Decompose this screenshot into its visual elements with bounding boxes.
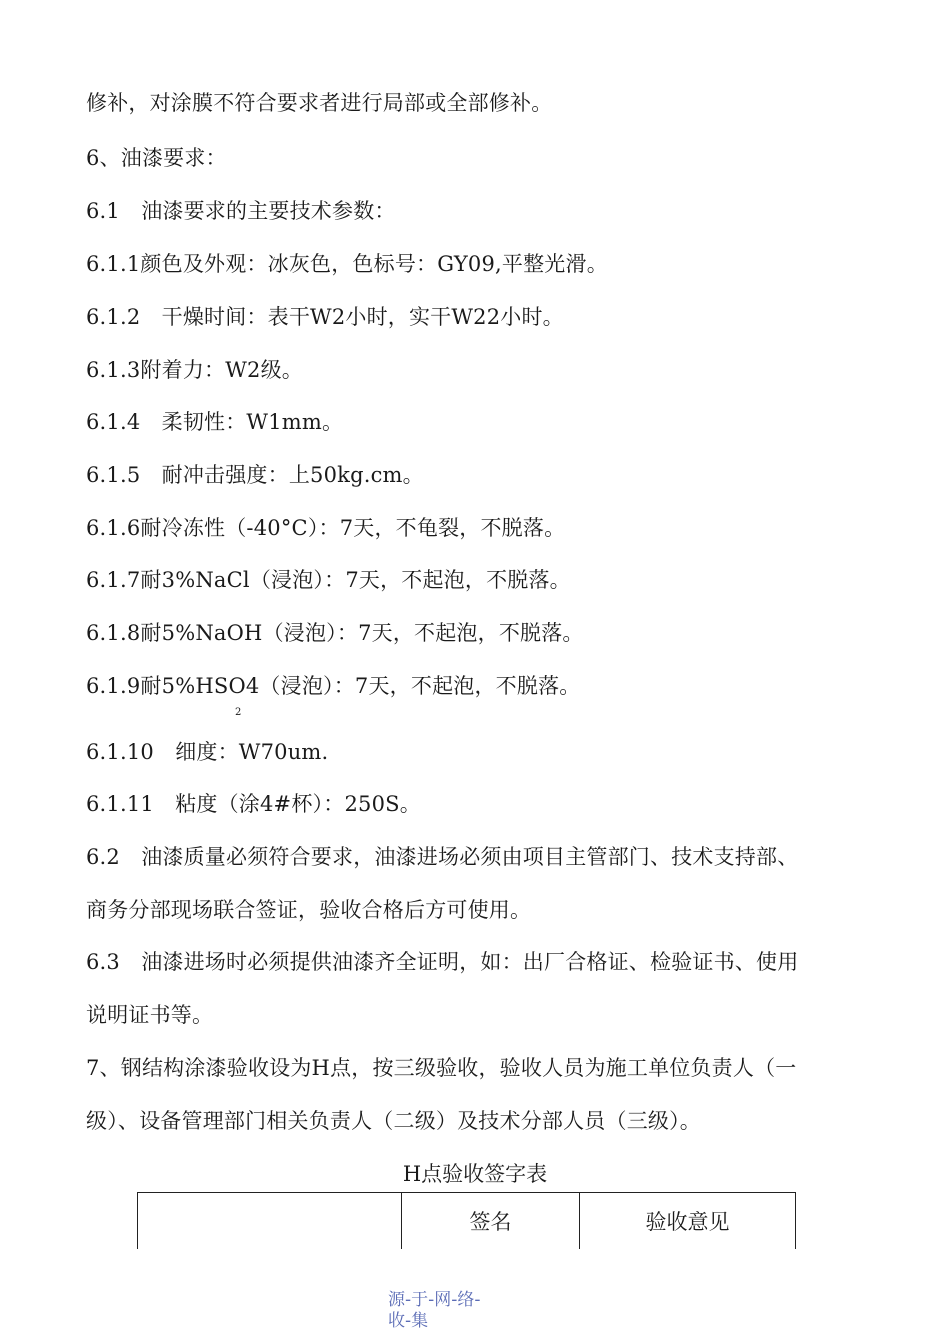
footer-line: 源-于-网-络- [388,1290,481,1310]
spec-item: 6.1.7耐3%NaCl（浸泡）：7天，不起泡，不脱落。 [86,568,571,592]
subsection-heading: 6.1 油漆要求的主要技术参数： [86,199,396,223]
spec-item: 6.1.10 细度：W70um. [86,740,329,764]
spec-item: 6.1.6耐冷冻性（-40°C）：7天，不龟裂，不脱落。 [86,516,566,540]
paragraph-line: 修补，对涂膜不符合要求者进行局部或全部修补。 [86,91,553,115]
spec-item: 6.1.4 柔韧性：W1mm。 [86,410,344,434]
subscript-mark: 2 [235,707,242,718]
table-header-signature: 签名 [402,1193,580,1249]
table-title: H点验收签字表 [402,1162,548,1186]
section-heading: 6、油漆要求： [86,146,227,170]
spec-item: 6.1.5 耐冲击强度：上50kg.cm。 [86,463,424,487]
paragraph-line: 6.2 油漆质量必须符合要求，油漆进场必须由项目主管部门、技术支持部、 [86,845,799,869]
spec-item: 6.1.9耐5%HSO4（浸泡）：7天，不起泡，不脱落。 [86,674,581,698]
table-header-opinion: 验收意见 [645,1210,730,1234]
footer-line: 收-集 [388,1311,429,1331]
spec-item: 6.1.8耐5%NaOH（浸泡）：7天，不起泡，不脱落。 [86,621,584,645]
paragraph-line: 6.3 油漆进场时必须提供油漆齐全证明，如：出厂合格证、检验证书、使用 [86,950,799,974]
paragraph-line: 商务分部现场联合签证，验收合格后方可使用。 [86,898,532,922]
spec-item: 6.1.2 干燥时间：表干W2小时，实干W22小时。 [86,305,564,329]
table-header-cell [138,1193,402,1249]
spec-item: 6.1.3附着力：W2级。 [86,358,303,382]
spec-item: 6.1.1颜色及外观：冰灰色，色标号：GY09,平整光滑。 [86,252,608,276]
paragraph-line: 说明证书等。 [86,1003,214,1027]
paragraph-line: 7、钢结构涂漆验收设为H点，按三级验收，验收人员为施工单位负责人（一 [86,1056,797,1080]
spec-item: 6.1.11 粘度（涂4#杯）：250S。 [86,792,421,816]
paragraph-line: 级）、设备管理部门相关负责人（二级）及技术分部人员（三级）。 [86,1109,701,1133]
signature-table [137,1192,796,1249]
source-footer [388,1290,481,1332]
